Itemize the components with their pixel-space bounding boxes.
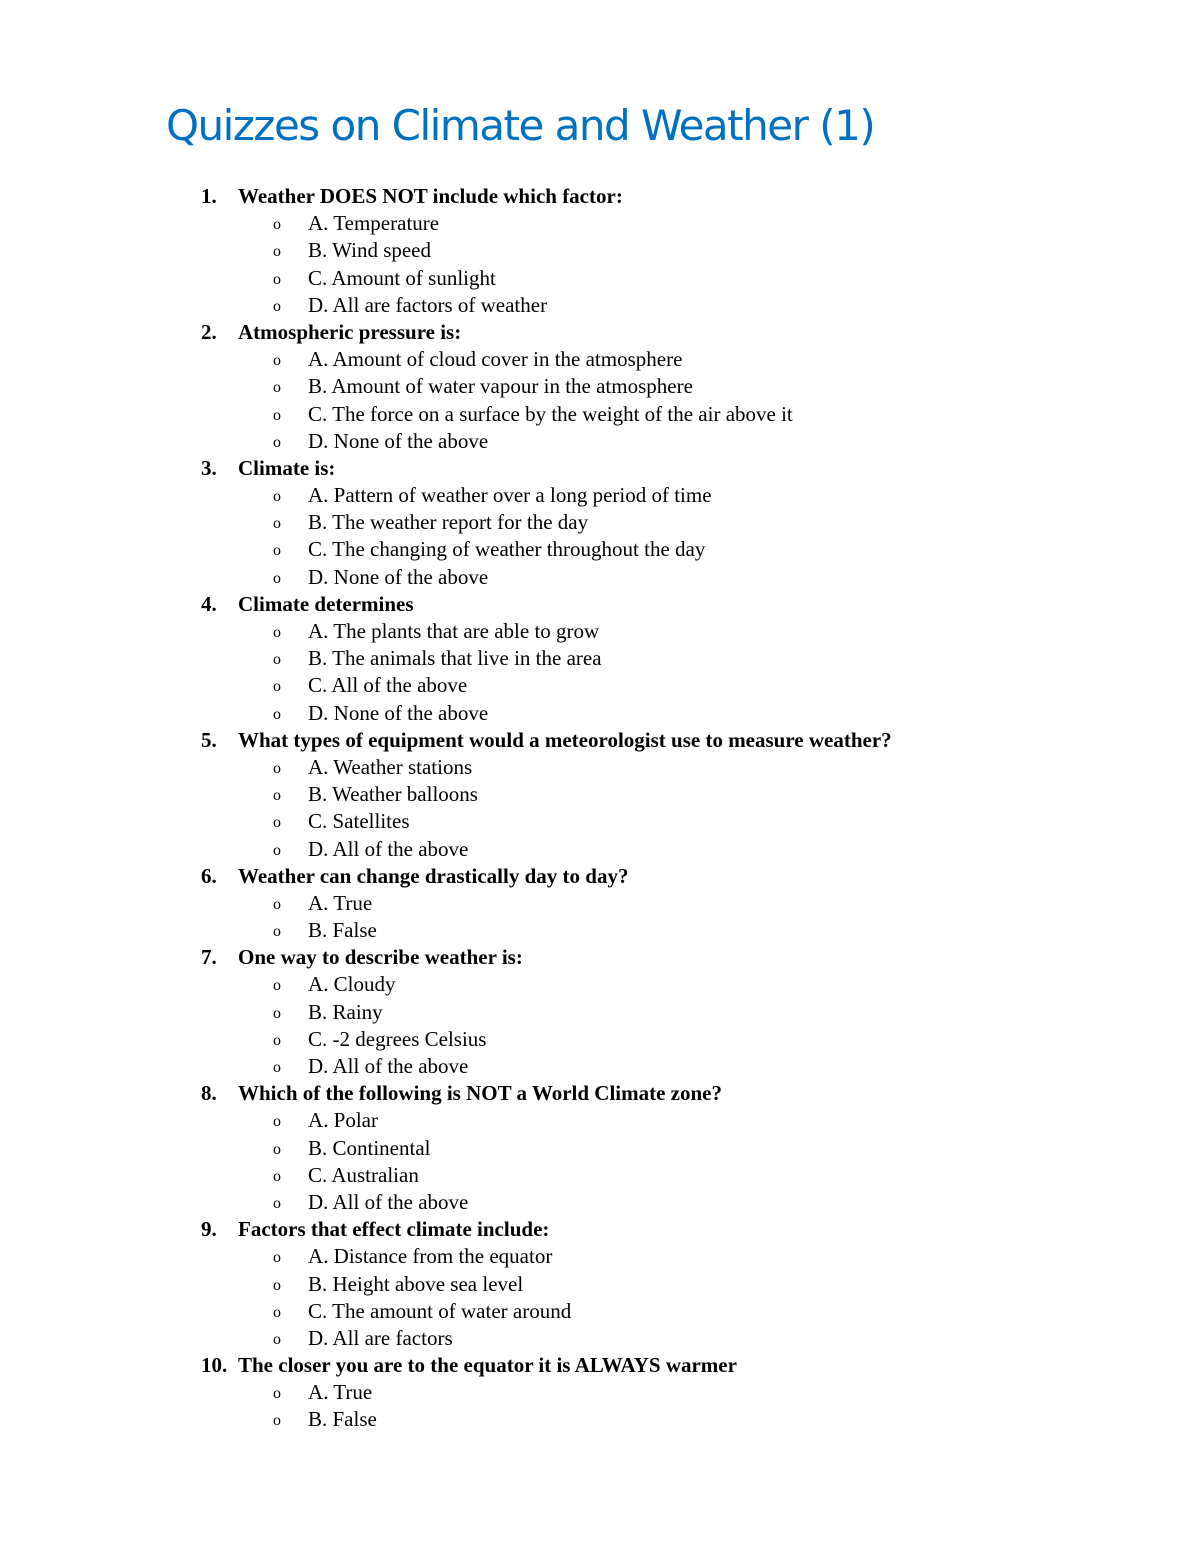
answer-option (0, 971, 1200, 998)
question-number: 6. (201, 863, 217, 888)
circle-bullet-icon: o (273, 352, 281, 370)
answer-option (0, 999, 1200, 1026)
answer-option-text: A. Pattern of weather over a long period of time (308, 483, 712, 508)
answer-option-text: C. Satellites (308, 809, 410, 834)
circle-bullet-icon: o (273, 1385, 281, 1403)
circle-bullet-icon: o (273, 216, 281, 234)
answer-option-text: B. Continental (308, 1135, 431, 1160)
question-text: Factors that effect climate include: (238, 1217, 550, 1242)
question-text: What types of equipment would a meteorologist use to measure weather? (238, 727, 892, 752)
question-10 (0, 1352, 1200, 1379)
question-8 (0, 1080, 1200, 1107)
document-title: Quizzes on Climate and Weather (1) (166, 101, 875, 150)
answer-option-text: B. False (308, 918, 377, 943)
answer-option (0, 1325, 1200, 1352)
question-4 (0, 591, 1200, 618)
answer-option-text: B. Rainy (308, 999, 383, 1024)
question-text: Climate determines (238, 591, 414, 616)
circle-bullet-icon: o (273, 814, 281, 832)
circle-bullet-icon: o (273, 1303, 281, 1321)
question-3 (0, 455, 1200, 482)
question-text: Which of the following is NOT a World Climate zone? (238, 1081, 722, 1106)
circle-bullet-icon: o (273, 923, 281, 941)
answer-option (0, 1271, 1200, 1298)
question-number: 1. (201, 184, 217, 208)
answer-option (0, 672, 1200, 699)
question-number: 8. (201, 1081, 217, 1106)
circle-bullet-icon: o (273, 488, 281, 506)
question-6 (0, 863, 1200, 890)
answer-option (0, 237, 1200, 264)
circle-bullet-icon: o (273, 678, 281, 696)
answer-option (0, 781, 1200, 808)
answer-option (0, 373, 1200, 400)
answer-option-text: D. All of the above (308, 1189, 469, 1214)
circle-bullet-icon: o (273, 406, 281, 424)
answer-option-text: A. Distance from the equator (308, 1244, 553, 1269)
circle-bullet-icon: o (273, 1059, 281, 1076)
answer-option-text: B. Height above sea level (308, 1271, 524, 1296)
answer-option-text: B. Weather balloons (308, 782, 478, 807)
question-5 (0, 727, 1200, 754)
answer-option-text: C. The force on a surface by the weight of the air above it (308, 401, 793, 426)
circle-bullet-icon: o (273, 1330, 281, 1348)
answer-option (0, 1243, 1200, 1270)
question-number: 10. (201, 1353, 228, 1378)
circle-bullet-icon: o (273, 895, 281, 913)
question-number: 9. (201, 1217, 217, 1242)
answer-option-text: C. Australian (308, 1162, 419, 1187)
circle-bullet-icon: o (273, 542, 281, 560)
answer-option-text: B. The animals that live in the area (308, 646, 602, 671)
circle-bullet-icon: o (273, 651, 281, 669)
answer-option-text: A. Temperature (308, 211, 440, 236)
answer-option-text: D. All of the above (308, 1054, 469, 1078)
question-number: 5. (201, 727, 217, 752)
answer-option-text: C. Amount of sunlight (308, 265, 496, 290)
answer-option (0, 754, 1200, 781)
answer-option (0, 1406, 1200, 1433)
circle-bullet-icon: o (273, 379, 281, 397)
answer-option (0, 428, 1200, 455)
answer-option (0, 618, 1200, 645)
circle-bullet-icon: o (273, 1167, 281, 1185)
answer-option (0, 401, 1200, 428)
answer-option (0, 1189, 1200, 1216)
answer-option (0, 482, 1200, 509)
circle-bullet-icon: o (273, 270, 281, 288)
question-number: 7. (201, 945, 217, 970)
circle-bullet-icon: o (273, 1140, 281, 1158)
answer-option-text: D. All are factors of weather (308, 292, 548, 317)
circle-bullet-icon: o (273, 569, 281, 587)
question-text: The closer you are to the equator it is ALWAYS warmer (238, 1353, 737, 1378)
circle-bullet-icon: o (273, 1412, 281, 1430)
answer-option-text: A. The plants that are able to grow (308, 619, 600, 643)
circle-bullet-icon: o (273, 759, 281, 777)
question-text: Atmospheric pressure is: (238, 319, 462, 344)
answer-option (0, 700, 1200, 727)
answer-option-text: D. All are factors (308, 1325, 453, 1350)
answer-option (0, 1162, 1200, 1189)
answer-option (0, 292, 1200, 319)
answer-option (0, 346, 1200, 373)
answer-option-text: B. The weather report for the day (308, 510, 589, 535)
answer-option (0, 210, 1200, 237)
question-2 (0, 319, 1200, 346)
answer-option (0, 890, 1200, 917)
answer-option-text: B. False (308, 1407, 377, 1432)
question-text: Weather can change drastically day to day? (238, 863, 629, 888)
question-7 (0, 944, 1200, 971)
question-9 (0, 1216, 1200, 1243)
answer-option (0, 265, 1200, 292)
circle-bullet-icon: o (273, 624, 281, 641)
answer-option (0, 1107, 1200, 1134)
circle-bullet-icon: o (273, 1276, 281, 1294)
answer-option-text: C. The changing of weather throughout the day (308, 537, 706, 562)
circle-bullet-icon: o (273, 1113, 281, 1131)
answer-option-text: B. Amount of water vapour in the atmosphere (308, 374, 693, 399)
answer-option (0, 808, 1200, 835)
quiz-list (0, 183, 1200, 1434)
circle-bullet-icon: o (273, 1194, 281, 1212)
circle-bullet-icon: o (273, 1249, 281, 1267)
answer-option (0, 1026, 1200, 1053)
circle-bullet-icon: o (273, 297, 281, 315)
circle-bullet-icon: o (273, 977, 281, 995)
answer-option (0, 645, 1200, 672)
answer-option-text: A. Amount of cloud cover in the atmosphere (308, 347, 683, 372)
answer-option-text: D. None of the above (308, 700, 489, 725)
answer-option-text: C. All of the above (308, 673, 468, 698)
answer-option (0, 836, 1200, 863)
question-1 (0, 183, 1200, 210)
answer-option-text: A. Polar (308, 1108, 378, 1133)
circle-bullet-icon: o (273, 1004, 281, 1022)
answer-option-text: A. Weather stations (308, 754, 473, 779)
answer-option (0, 1379, 1200, 1406)
question-text: Climate is: (238, 455, 336, 480)
circle-bullet-icon: o (273, 841, 281, 859)
answer-option (0, 1298, 1200, 1325)
answer-option (0, 1135, 1200, 1162)
answer-option-text: A. True (308, 890, 373, 915)
answer-option-text: D. None of the above (308, 428, 489, 453)
circle-bullet-icon: o (273, 705, 281, 723)
circle-bullet-icon: o (273, 515, 281, 533)
answer-option-text: D. None of the above (308, 564, 489, 589)
answer-option (0, 509, 1200, 536)
circle-bullet-icon: o (273, 787, 281, 805)
question-number: 2. (201, 319, 217, 344)
question-text: Weather DOES NOT include which factor: (238, 184, 623, 208)
answer-option (0, 917, 1200, 944)
answer-option-text: C. The amount of water around (308, 1298, 572, 1323)
question-number: 4. (201, 591, 217, 616)
circle-bullet-icon: o (273, 1031, 281, 1049)
answer-option-text: D. All of the above (308, 836, 469, 861)
question-number: 3. (201, 455, 217, 480)
circle-bullet-icon: o (273, 243, 281, 261)
circle-bullet-icon: o (273, 433, 281, 451)
answer-option (0, 536, 1200, 563)
answer-option-text: B. Wind speed (308, 238, 432, 263)
answer-option-text: A. True (308, 1380, 373, 1405)
answer-option (0, 1053, 1200, 1080)
answer-option (0, 564, 1200, 591)
question-text: One way to describe weather is: (238, 945, 523, 970)
answer-option-text: C. -2 degrees Celsius (308, 1026, 487, 1051)
answer-option-text: A. Cloudy (308, 972, 396, 997)
